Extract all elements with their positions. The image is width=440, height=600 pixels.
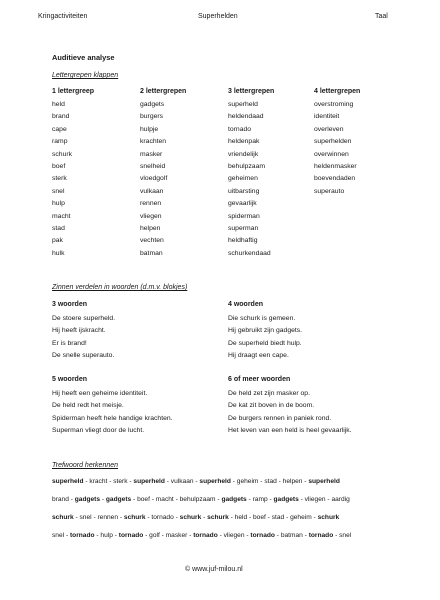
separator: - (302, 478, 309, 485)
separator: - (83, 478, 90, 485)
keyword-highlight: gadgets (74, 496, 101, 503)
syllable-word: vliegen (140, 212, 162, 220)
syllable-word: krachten (140, 138, 167, 146)
keyword-word: ramp (252, 496, 268, 503)
syllable-word: uitbarsting (228, 187, 260, 195)
sentence: Superman vliegt door de lucht. (52, 427, 145, 435)
syllable-word: tornado (228, 125, 252, 133)
syllable-word: vechten (140, 237, 164, 245)
keyword-word: vliegen (223, 532, 245, 539)
separator: - (112, 532, 119, 539)
keyword-highlight: superheld (199, 478, 231, 485)
keyword-highlight: schurk (207, 514, 229, 521)
separator: - (244, 532, 251, 539)
keyword-highlight: superheld (308, 478, 340, 485)
separator: - (333, 532, 340, 539)
sentence-group-heading: 6 of meer woorden (228, 376, 291, 383)
separator: - (201, 514, 208, 521)
separator: - (265, 514, 272, 521)
separator: - (325, 496, 332, 503)
separator: - (215, 496, 222, 503)
syllable-word: sterk (52, 175, 67, 183)
syllable-word: overwinnen (314, 150, 349, 158)
syllable-word: rennen (140, 200, 162, 208)
keyword-word: batman (280, 532, 303, 539)
separator: - (274, 532, 281, 539)
syllable-word: superman (228, 225, 259, 232)
separator: - (100, 496, 106, 503)
syllable-word: brand (52, 113, 70, 121)
syllable-word: behulpzaam (228, 163, 266, 170)
keyword-word: snel (79, 514, 92, 521)
separator: - (164, 478, 171, 485)
sentence: Hij gebruikt zijn gadgets. (228, 327, 303, 335)
keyword-word: stad (271, 514, 285, 521)
separator: - (73, 514, 80, 521)
syllable-word: gevaarlijk (228, 200, 257, 208)
separator: - (247, 514, 253, 521)
separator: - (143, 532, 150, 539)
keyword-highlight: schurk (123, 514, 146, 521)
sentence-group-heading: 3 woorden (52, 301, 88, 308)
keyword-word: rennen (97, 514, 119, 521)
syllable-word: vloedgolf (140, 175, 168, 183)
keyword-word: kracht (89, 478, 108, 485)
keyword-word: behulpzaam (179, 496, 216, 503)
keyword-highlight: gadgets (273, 496, 299, 503)
syllable-word: superauto (314, 187, 345, 195)
syllable-word: overleven (314, 125, 344, 133)
separator: - (91, 514, 98, 521)
syllable-word: hulk (52, 249, 65, 257)
keyword-line (52, 496, 350, 503)
keyword-word: boef (137, 496, 150, 503)
syllable-word: overstroming (314, 101, 354, 108)
syllable-word: snelheid (140, 163, 166, 170)
keyword-word: tornado (151, 514, 174, 521)
keyword-word: macht (155, 496, 174, 503)
syllable-word: gadgets (140, 101, 165, 108)
keyword-word: golf (149, 532, 160, 539)
syllable-word: identiteit (314, 113, 340, 121)
sentence: Hij draagt een cape. (228, 352, 289, 360)
separator: - (131, 496, 138, 503)
keyword-line (52, 478, 340, 485)
syllable-word: geheimen (228, 175, 258, 183)
syllable-word: schurkendaad (228, 249, 271, 257)
footer-copyright: © www.juf-milou.nl (185, 566, 243, 573)
syllable-word: macht (52, 212, 71, 220)
keyword-highlight: superheld (52, 478, 84, 485)
syllable-column-heading: 1 lettergreep (52, 88, 95, 95)
sentence: Die schurk is gemeen. (228, 315, 296, 322)
separator: - (230, 478, 237, 485)
syllable-word: helpen (140, 225, 161, 232)
keyword-word: held (234, 514, 248, 521)
syllable-word: burgers (140, 113, 164, 121)
page-title: Auditieve analyse (52, 53, 115, 62)
keyword-word: aardig (331, 496, 350, 503)
sentence: De stoere superheld. (52, 315, 116, 322)
section-syllables-title: Lettergrepen klappen (52, 72, 119, 79)
syllable-word: heldendaad (228, 113, 264, 121)
syllable-word: vriendelijk (228, 150, 259, 158)
sentence: Het leven van een held is heel gevaarlijk. (228, 427, 352, 435)
keyword-word: vulkaan (170, 478, 194, 485)
sentence-group-heading: 4 woorden (228, 301, 264, 308)
separator: - (173, 496, 180, 503)
syllable-word: pak (52, 237, 63, 245)
keyword-word: snel (339, 532, 352, 539)
syllable-word: vulkaan (140, 187, 164, 195)
keyword-highlight: tornado (69, 532, 95, 539)
syllable-column-heading: 3 lettergrepen (228, 88, 275, 95)
syllable-word: masker (140, 150, 163, 158)
keyword-word: hulp (100, 532, 113, 539)
separator: - (302, 532, 309, 539)
separator: - (298, 496, 305, 503)
sentence: De snelle superauto. (52, 352, 115, 360)
sentence: De kat zit boven in de boom. (228, 402, 315, 410)
section-sentences-title: Zinnen verdelen in woorden (d.m.v. blokjes) (52, 284, 188, 291)
syllable-word: heldenmasker (314, 163, 357, 170)
separator: - (258, 478, 265, 485)
sentence: Spiderman heeft hele handige krachten. (52, 414, 173, 422)
sentence: Er is brand! (52, 339, 87, 347)
syllable-word: heldenpak (228, 138, 260, 146)
sentence: Hij heeft ijskracht. (52, 327, 106, 335)
syllable-word: superhelden (314, 138, 352, 146)
keyword-highlight: tornado (308, 532, 334, 539)
keyword-word: geheim (290, 514, 312, 521)
syllable-word: heldhaftig (228, 237, 258, 245)
syllable-word: schurk (52, 150, 73, 158)
separator: - (64, 532, 70, 539)
syllable-word: snel (52, 187, 65, 195)
keyword-highlight: superheld (133, 478, 165, 485)
separator: - (107, 478, 114, 485)
keyword-highlight: tornado (118, 532, 144, 539)
separator: - (118, 514, 124, 521)
keyword-word: sterk (113, 478, 128, 485)
separator: - (246, 496, 253, 503)
syllable-word: spiderman (228, 212, 260, 220)
separator: - (311, 514, 318, 521)
keyword-highlight: gadgets (221, 496, 247, 503)
sentence-group-heading: 5 woorden (52, 376, 88, 383)
sentence: Hij heeft een geheime identiteit. (52, 390, 148, 397)
separator: - (228, 514, 235, 521)
separator: - (267, 496, 274, 503)
separator: - (94, 532, 101, 539)
separator: - (68, 496, 75, 503)
sentence: De held redt het meisje. (52, 402, 124, 410)
syllable-word: boevendaden (314, 175, 356, 183)
sentence: De burgers rennen in paniek rond. (228, 414, 332, 422)
keyword-word: geheim (236, 478, 259, 485)
keyword-line (52, 532, 351, 539)
keyword-highlight: gadgets (105, 496, 132, 503)
section-keyword-title: Trefwoord herkennen (52, 462, 119, 469)
syllable-word: superheld (228, 101, 258, 108)
syllable-word: hulpje (140, 125, 159, 133)
separator: - (276, 478, 283, 485)
syllable-column-heading: 4 lettergrepen (314, 88, 361, 95)
header-left: Kringactiviteiten (38, 13, 88, 20)
keyword-word: masker (165, 532, 188, 539)
sentence: De superheld biedt hulp. (228, 339, 302, 347)
keyword-highlight: schurk (179, 514, 202, 521)
syllable-word: held (52, 101, 65, 108)
syllable-word: batman (140, 249, 163, 257)
syllable-word: ramp (52, 138, 68, 146)
keyword-word: vliegen (304, 496, 326, 503)
syllable-word: hulp (52, 200, 65, 208)
syllable-word: cape (52, 125, 67, 133)
keyword-highlight: schurk (52, 514, 74, 521)
header-right: Taal (375, 13, 388, 20)
keyword-line (52, 514, 339, 521)
keyword-word: boef (253, 514, 266, 521)
keyword-word: helpen (282, 478, 303, 485)
keyword-word: brand (52, 496, 69, 503)
syllable-word: stad (52, 225, 65, 232)
sentence: De held zet zijn masker op. (228, 390, 310, 397)
separator: - (193, 478, 200, 485)
syllable-word: boef (52, 163, 66, 170)
separator: - (159, 532, 166, 539)
keyword-highlight: schurk (317, 514, 340, 521)
separator: - (145, 514, 152, 521)
separator: - (217, 532, 224, 539)
keyword-highlight: tornado (193, 532, 218, 539)
header-center: Superhelden (198, 13, 238, 20)
keyword-highlight: tornado (250, 532, 275, 539)
keyword-word: snel (52, 532, 65, 539)
separator: - (127, 478, 134, 485)
separator: - (284, 514, 291, 521)
keyword-word: stad (264, 478, 277, 485)
separator: - (149, 496, 156, 503)
separator: - (187, 532, 194, 539)
syllable-column-heading: 2 lettergrepen (140, 88, 187, 95)
separator: - (173, 514, 180, 521)
